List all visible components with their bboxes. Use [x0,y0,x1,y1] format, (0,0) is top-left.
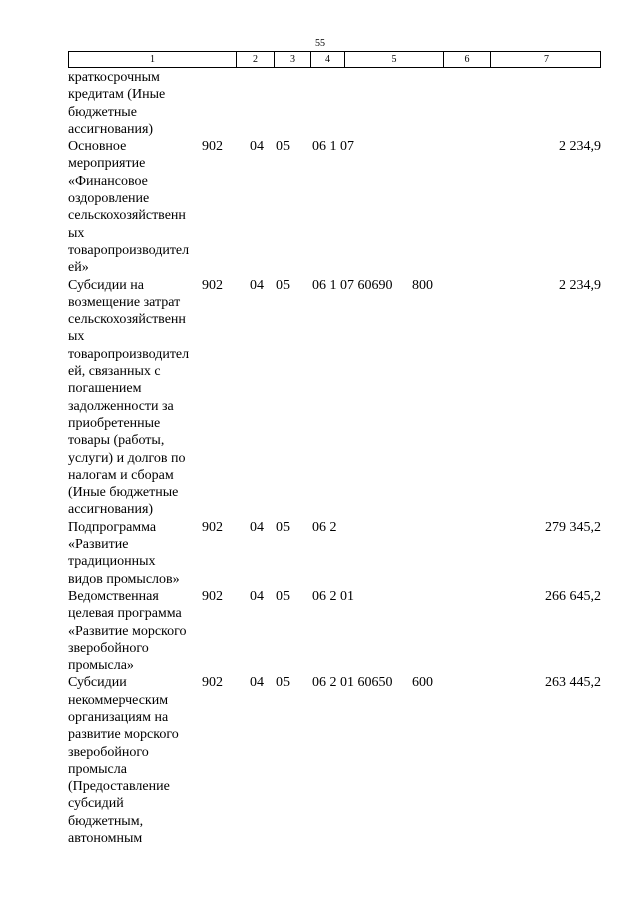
table-header [68,51,601,68]
row-subsection: 05 [276,519,290,535]
table-body [68,69,601,847]
row-name: Подпрограмма «Развитие традиционных видов промыслов» [68,519,180,587]
column-header-3: 3 [274,52,310,67]
row-amount: 2 234,9 [559,277,601,293]
row-amount: 266 645,2 [545,588,601,604]
row-admin-code: 902 [202,588,223,604]
column-header-6: 6 [443,52,490,67]
table-row [68,674,601,847]
column-header-1: 1 [150,54,155,65]
table-row [68,519,601,588]
row-amount: 2 234,9 [559,139,601,155]
row-section [250,69,276,138]
row-target-code: 06 2 01 60650 [312,675,393,691]
page-number: 55 [315,38,325,49]
row-subsection: 05 [276,139,290,155]
row-target-code: 06 1 07 [312,139,354,155]
row-subsection: 05 [276,277,290,293]
column-header-5: 5 [344,52,443,67]
row-expense-type: 600 [412,675,433,691]
row-expense-type: 800 [412,277,433,293]
row-admin-code: 902 [202,675,223,691]
column-header-2: 2 [236,52,274,67]
row-subsection: 05 [276,588,290,604]
row-subsection [276,69,312,138]
row-expense-type [412,588,460,674]
column-header-4: 4 [310,52,344,67]
row-amount: 263 445,2 [545,675,601,691]
row-expense-type [412,69,460,138]
row-admin-code: 902 [202,277,223,293]
row-expense-type [412,138,460,276]
row-admin-code: 902 [202,519,223,535]
row-section: 04 [250,588,264,604]
row-admin-code [202,69,250,138]
row-section: 04 [250,519,264,535]
row-amount: 279 345,2 [545,519,601,535]
table-row [68,277,601,519]
row-name: Субсидии на возмещение затрат сельскохозяйственн ых товаропроизводител ей, связанных с погашением задолженности за приобретенные товары (работы, услуги) и долгов по налогам и сборам (Иные бюджетные ассигнования) [68,277,190,518]
row-section: 04 [250,277,264,293]
row-target-code: 06 1 07 60690 [312,277,393,293]
row-name: Основное мероприятие «Финансовое оздоровление сельскохозяйственн ых товаропроизводител ей» [68,139,190,276]
row-subsection: 05 [276,675,290,691]
row-amount [460,69,601,138]
row-target-code: 06 2 01 [312,588,354,604]
row-target-code: 06 2 [312,519,337,535]
column-header-7: 7 [490,52,602,67]
row-expense-type [412,519,460,588]
row-name: Ведомственная целевая программа «Развитие морского зверобойного промысла» [68,588,187,674]
table-row [68,138,601,276]
row-section: 04 [250,675,264,691]
row-admin-code: 902 [202,139,223,155]
row-section: 04 [250,139,264,155]
row-name: краткосрочным кредитам (Иные бюджетные ассигнования) [68,70,166,137]
row-target-code [312,69,412,138]
table-row [68,588,601,674]
row-name: Субсидии некоммерческим организациям на развитие морского зверобойного промысла (Предоставление субсидий бюджетным, автономным [68,675,179,847]
table-row [68,69,601,138]
